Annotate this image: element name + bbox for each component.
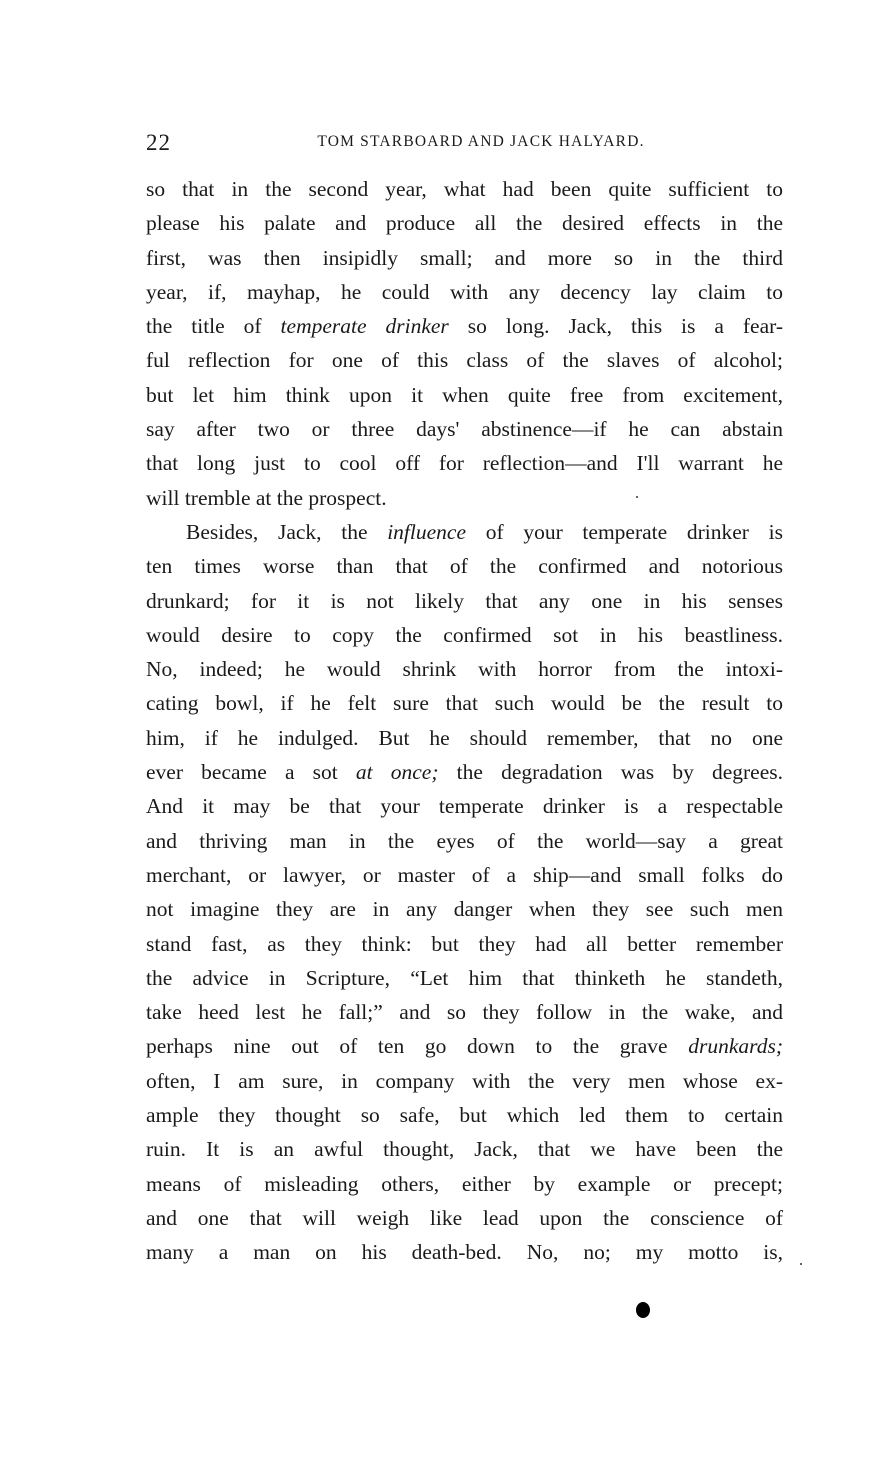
- text-line: so that in the second year, what had been quite sufficient to: [146, 177, 783, 201]
- text-line: the advice in Scripture, “Let him that thinketh he standeth,: [146, 965, 783, 990]
- text-line: stand fast, as they think: but they had all better remember: [146, 931, 783, 956]
- italic-phrase: drunkards;: [688, 1034, 783, 1059]
- text-line: [146, 309, 783, 343]
- text-segment: so long. Jack, this is a fear-: [448, 314, 784, 339]
- text-line: ten times worse than that of the confirmed and notorious: [146, 554, 783, 579]
- text-segment: Besides, Jack, the: [186, 519, 388, 544]
- text-line: cating bowl, if he felt sure that such would be the result to: [146, 691, 783, 716]
- text-line: first, was then insipidly small; and more so in the third: [146, 245, 783, 270]
- italic-phrase: at once;: [355, 760, 439, 785]
- text-line: would desire to copy the confirmed sot in his beastliness.: [146, 622, 783, 647]
- text-line: many a man on his death-bed. No, no; my motto is,: [146, 1240, 783, 1265]
- ink-blot: [636, 1302, 650, 1318]
- body-text: [146, 172, 783, 1270]
- text-line: No, indeed; he would shrink with horror from the intoxi-: [146, 657, 783, 682]
- text-line: merchant, or lawyer, or master of a ship—and small folks do: [146, 862, 783, 887]
- text-segment: the title of: [146, 314, 281, 339]
- text-line: please his palate and produce all the desired effects in the: [146, 211, 783, 236]
- text-line: [146, 1029, 783, 1063]
- text-segment: of your temperate drinker is: [466, 519, 783, 544]
- print-speck: [800, 1263, 802, 1265]
- text-line: And it may be that your temperate drinker is a respectable: [146, 794, 783, 819]
- page-header: [146, 130, 786, 160]
- text-line: [146, 515, 783, 549]
- text-line: ruin. It is an awful thought, Jack, that we have been the: [146, 1137, 783, 1162]
- page-number: 22: [146, 130, 171, 155]
- text-segment: ever became a sot: [146, 760, 356, 785]
- text-line: will tremble at the prospect.: [146, 485, 387, 510]
- text-line: say after two or three days' abstinence—if he can abstain: [146, 417, 783, 442]
- text-line: and one that will weigh like lead upon the conscience of: [146, 1205, 783, 1230]
- text-line: take heed lest he fall;” and so they follow in the wake, and: [146, 1000, 783, 1025]
- text-segment: perhaps nine out of ten go down to the grave: [146, 1034, 689, 1059]
- text-line: not imagine they are in any danger when they see such men: [146, 897, 783, 922]
- italic-phrase: temperate drinker: [280, 314, 449, 339]
- text-line: him, if he indulged. But he should remember, that no one: [146, 725, 783, 750]
- text-line: but let him think upon it when quite free from excitement,: [146, 382, 783, 407]
- text-segment: the degradation was by degrees.: [438, 760, 783, 785]
- text-line: drunkard; for it is not likely that any one in his senses: [146, 588, 783, 613]
- text-line: that long just to cool off for reflection—and I'll warrant he: [146, 451, 783, 476]
- text-line: means of misleading others, either by example or precept;: [146, 1171, 783, 1196]
- text-line: ample they thought so safe, but which led them to certain: [146, 1103, 783, 1128]
- text-line: [146, 755, 783, 789]
- text-line: and thriving man in the eyes of the world—say a great: [146, 828, 783, 853]
- text-line: often, I am sure, in company with the very men whose ex-: [146, 1068, 783, 1093]
- print-speck: [636, 496, 638, 498]
- text-line: ful reflection for one of this class of the slaves of alcohol;: [146, 348, 783, 373]
- text-line: year, if, mayhap, he could with any decency lay claim to: [146, 279, 783, 304]
- italic-phrase: influence: [387, 519, 467, 544]
- running-title: TOM STARBOARD AND JACK HALYARD.: [317, 133, 645, 150]
